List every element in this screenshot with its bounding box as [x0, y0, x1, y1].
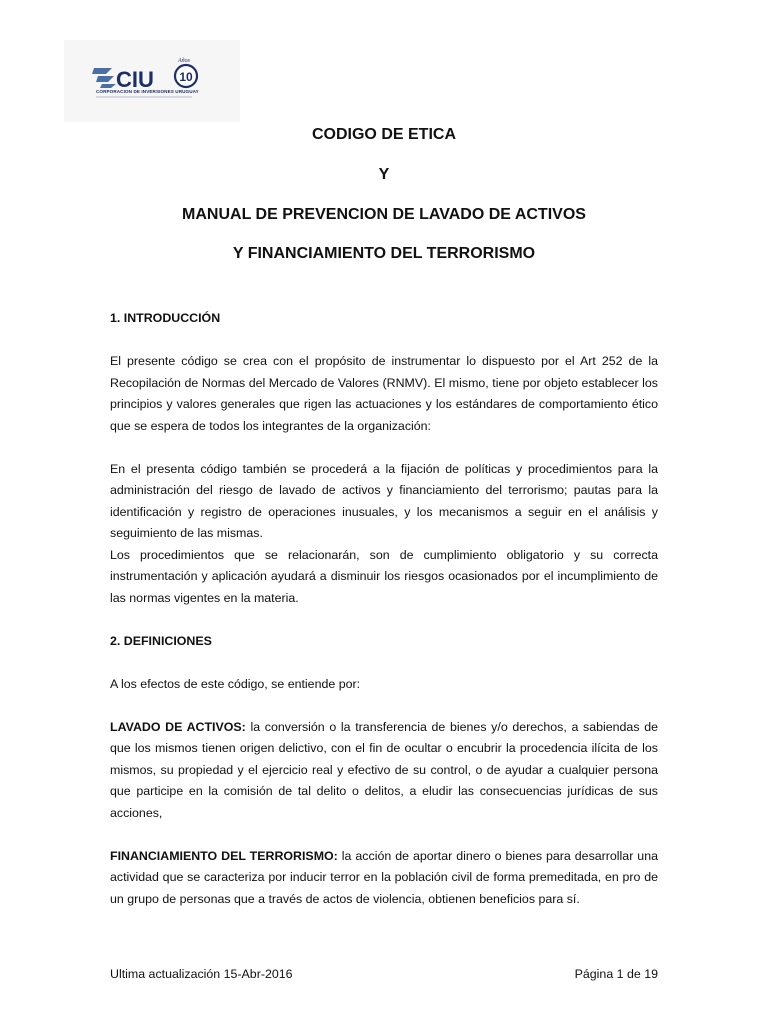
document-body [110, 308, 658, 910]
logo-tagline: CORPORACION DE INVERSIONES URUGUAY [96, 89, 199, 94]
definition-financiamiento-terrorismo [110, 846, 658, 911]
logo-brand-text: CIU [116, 67, 154, 92]
footer-last-updated: Ultima actualización 15-Abr-2016 [110, 967, 293, 981]
title-line-4: Y FINANCIAMIENTO DEL TERRORISMO [232, 245, 536, 262]
intro-paragraph-1: El presente código se crea con el propósito de instrumentar lo dispuesto por el Art 252 de la Recopilación de Normas del Mercado de Valores (RNMV). El mismo, tiene por objeto establecer los principios y valores generales que rigen las actuaciones y los estándares de comportamiento ético que se espera de todos los integrantes de la organización: [110, 354, 658, 433]
definition-term: FINANCIAMIENTO DEL TERRORISMO: [110, 848, 338, 863]
definition-text: la conversión o la transferencia de bienes y/o derechos, a sabiendas de que los mismos tienen origen delictivo, con el fin de ocultar o encubrir la procedencia ilícita de los mismos, su propiedad y el ejercicio real y efectivo de su control, o de ayudar a cualquier persona que participe en la comisión de tal delito o delitos, a eludir las consecuencias jurídicas de sus acciones, [110, 719, 658, 820]
company-logo [64, 40, 240, 122]
logo-anniversary-number: 10 [179, 70, 193, 84]
section-heading-introduccion: 1. INTRODUCCIÓN [110, 311, 221, 325]
title-line-3: MANUAL DE PREVENCION DE LAVADO DE ACTIVOS [182, 206, 586, 223]
intro-paragraph-2: En el presenta código también se procederá a la fijación de políticas y procedimientos para la administración del riesgo de lavado de activos y financiamiento del terrorismo; pautas para la identificación y registro de operaciones inusuales, y los mecanismos a seguir en el análisis y seguimiento de las mismas. [110, 461, 658, 540]
title-line-1: CODIGO DE ETICA [311, 126, 456, 143]
footer-page-number: Página 1 de 19 [574, 967, 658, 981]
logo-graphic [64, 40, 240, 122]
definition-term: LAVADO DE ACTIVOS: [110, 719, 246, 734]
section-heading-definiciones: 2. DEFINICIONES [110, 633, 212, 648]
title-line-2: Y [378, 166, 390, 183]
definition-text: la acción de aportar dinero o bienes para desarrollar una actividad que se caracteriza por inducir terror en la población civil de forma premeditada, en pro de un grupo de personas que a través de actos de violencia, obtienen beneficios para sí. [110, 848, 658, 906]
logo-anniversary-label: Años [178, 58, 190, 64]
definition-lavado-de-activos [110, 717, 658, 825]
intro-paragraph-3: Los procedimientos que se relacionarán, son de cumplimiento obligatorio y su correcta instrumentación y aplicación ayudará a disminuir los riesgos ocasionados por el incumplimiento de las normas vigentes en la materia. [110, 547, 658, 605]
definitions-intro: A los efectos de este código, se entiende por: [110, 676, 361, 691]
